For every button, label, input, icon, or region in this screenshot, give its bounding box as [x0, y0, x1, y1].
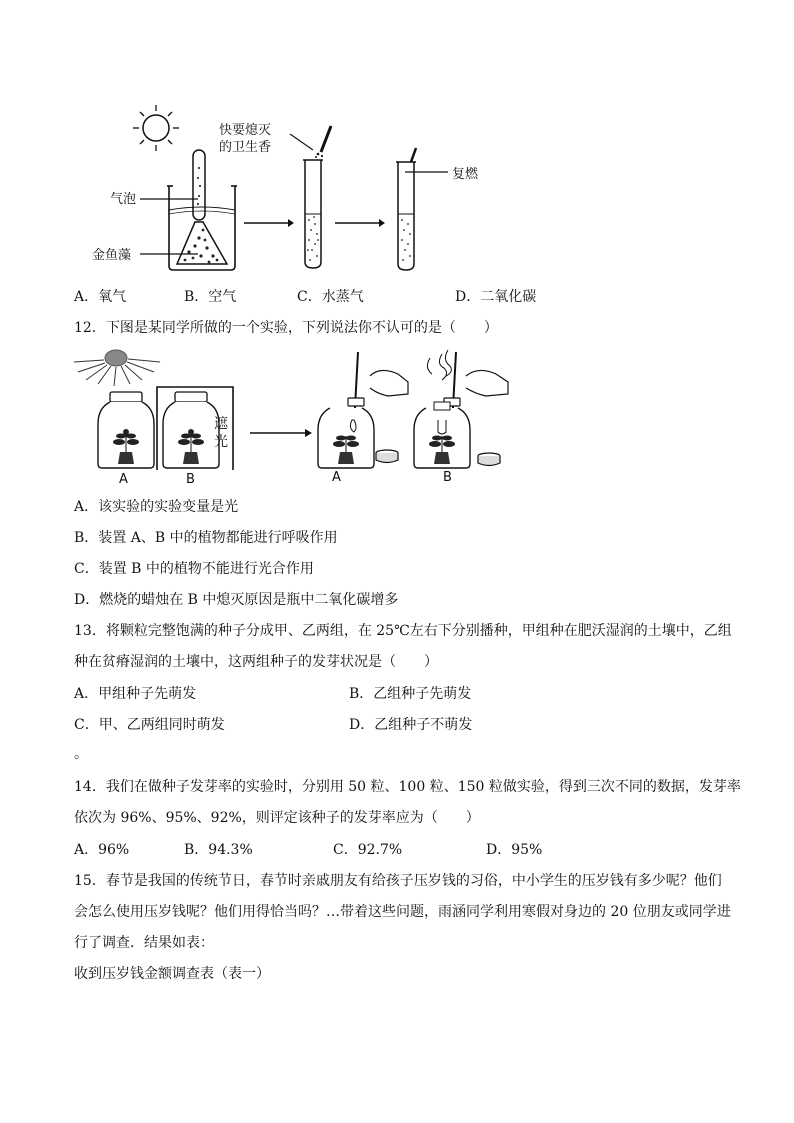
relight-pointer [405, 170, 450, 174]
q13-option-d[interactable]: D．乙组种子不萌发 [349, 717, 473, 733]
q12-option-c[interactable]: C．装置 B 中的植物不能进行光合作用 [74, 561, 314, 577]
q13-trailing-mark: 。 [74, 746, 88, 762]
weed-label: 金鱼藻 [92, 248, 132, 263]
q14-stem-line2: 依次为 96%、95%、92%，则评定该种子的发芽率应为（ ） [74, 810, 480, 826]
q14-stem-line1: 14．我们在做种子发芽率的实验时，分别用 50 粒、100 粒、150 粒做实验，得到三次不同的数据，发芽率 [74, 779, 741, 795]
relight-label: 复燃 [452, 167, 479, 182]
q13-stem-line2: 种在贫瘠湿润的土壤中，这两组种子的发芽状况是（ ） [74, 654, 438, 670]
q11-option-c[interactable]: C．水蒸气 [297, 289, 364, 305]
q13-option-a[interactable]: A．甲组种子先萌发 [74, 686, 197, 702]
incense-label-line2: 的卫生香 [219, 140, 272, 155]
jar-b-label: B [186, 472, 195, 487]
q13-stem-line1: 13．将颗粒完整饱满的种子分成甲、乙两组，在 25℃左右下分别播种，甲组种在肥沃湿润的土壤中，乙组 [74, 623, 732, 639]
q11-option-d[interactable]: D．二氧化碳 [455, 289, 537, 305]
q14-option-a[interactable]: A．96% [74, 842, 130, 858]
test-tube-incense [285, 122, 345, 272]
weed-pointer [140, 252, 200, 256]
bubble-label: 气泡 [110, 192, 137, 207]
arrow-right-icon [250, 428, 312, 438]
q13-option-b[interactable]: B．乙组种子先萌发 [349, 686, 472, 702]
q13-option-c[interactable]: C．甲、乙两组同时萌发 [74, 717, 225, 733]
q14-option-c[interactable]: C．92.7% [333, 842, 403, 858]
q14-option-b[interactable]: B．94.3% [184, 842, 253, 858]
jar-a-light [96, 390, 156, 470]
shade-label-1: 遮 [214, 416, 228, 432]
q11-option-a[interactable]: A．氧气 [74, 289, 127, 305]
lid-a [374, 449, 400, 465]
jar-b-candle [418, 346, 518, 470]
incense-label [219, 122, 271, 156]
shade-label-2: 光 [214, 434, 228, 450]
q11-option-b[interactable]: B．空气 [184, 289, 237, 305]
test-tube-relit [390, 148, 435, 272]
q12-option-d[interactable]: D．燃烧的蜡烛在 B 中熄灭原因是瓶中二氧化碳增多 [74, 592, 399, 608]
q12-option-a[interactable]: A．该实验的实验变量是光 [74, 499, 239, 515]
q15-stem-line3: 行了调查．结果如表： [74, 935, 214, 951]
q14-option-d[interactable]: D．95% [486, 842, 543, 858]
q15-stem-line1: 15．春节是我国的传统节日，春节时亲戚朋友有给孩子压岁钱的习俗，中小学生的压岁钱有多少呢？他们 [74, 873, 722, 889]
jar-a-candle-label: A [332, 470, 341, 485]
incense-label-line1: 快要熄灭 [219, 123, 272, 138]
q12-option-b[interactable]: B．装置 A、B 中的植物都能进行呼吸作用 [74, 530, 338, 546]
bubble-pointer [140, 197, 200, 201]
q15-table-title: 收到压岁钱金额调查表（表一） [74, 966, 270, 982]
sun-icon [70, 348, 165, 388]
q15-stem-line2: 会怎么使用压岁钱呢？他们用得恰当吗？…带着这些问题，雨涵同学利用寒假对身边的 20 位朋友或同学进 [74, 904, 731, 920]
jar-a-label: A [119, 472, 128, 487]
q12-stem: 12．下图是某同学所做的一个实验，下列说法你不认可的是（ ） [74, 320, 498, 336]
jar-b-candle-label: B [443, 470, 452, 485]
lid-b [476, 452, 502, 468]
